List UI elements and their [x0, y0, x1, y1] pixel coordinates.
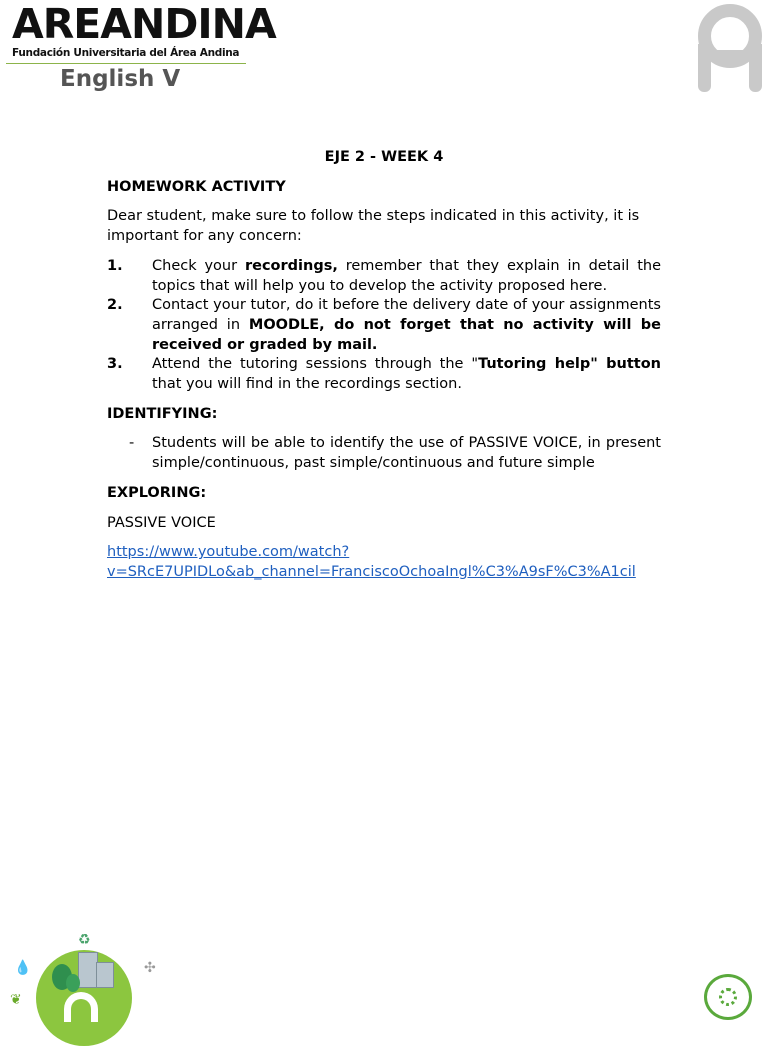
list-item: 1. Check your recordings, remember that they explain in detail the topics that will help you to develop the activity proposed here.: [107, 257, 661, 294]
identifying-heading: IDENTIFYING:: [107, 405, 218, 422]
windmill-icon: ✣: [144, 960, 156, 976]
exploring-topic: PASSIVE VOICE: [107, 514, 216, 531]
step-number: 3.: [107, 356, 123, 373]
step-number: 2.: [107, 297, 123, 314]
brand-logo: [12, 0, 276, 64]
list-item: 3. Attend the tutoring sessions through the "Tutoring help" button that you will find in the recordings section.: [107, 356, 661, 393]
identifying-list: [107, 434, 661, 473]
eco-illustration: [6, 930, 158, 1022]
logo-subtitle: Fundación Universitaria del Área Andina: [12, 47, 240, 59]
exploring-heading: EXPLORING:: [107, 484, 207, 501]
areandina-small-icon: [64, 992, 98, 1022]
logo-wordmark: AREANDINA: [12, 0, 276, 48]
step-number: 1.: [107, 257, 123, 274]
logo-underline: [6, 63, 246, 64]
raindrop-icon: 💧: [14, 960, 32, 976]
recycle-icon: ♻: [78, 932, 91, 948]
cycle-logo: [692, 972, 764, 1022]
intro-paragraph: Dear student, make sure to follow the steps indicated in this activity, it is important for any concern:: [107, 208, 640, 245]
leaf-icon: ❦: [10, 992, 22, 1008]
dash-bullet: -: [129, 435, 135, 452]
document-body: [107, 148, 661, 583]
homework-heading: HOMEWORK ACTIVITY: [107, 178, 286, 195]
course-title: English V: [60, 66, 181, 92]
fingerprint-icon: [719, 988, 737, 1006]
steps-list: [107, 257, 661, 395]
youtube-link[interactable]: https://www.youtube.com/watch? v=SRcE7UPIDLo&ab_channel=FranciscoOchoaIngl%C3%A9sF%C3%A1cil: [107, 544, 636, 580]
list-item: - Students will be able to identify the use of PASSIVE VOICE, in present simple/continuous, past simple/continuous and future simple: [129, 435, 661, 472]
list-item: 2. Contact your tutor, do it before the delivery date of your assignments arranged in MOODLE, do not forget that no activity will be received or graded by mail.: [107, 297, 661, 353]
areandina-watermark-icon: [698, 4, 762, 92]
document-title: EJE 2 - WEEK 4: [324, 149, 444, 165]
